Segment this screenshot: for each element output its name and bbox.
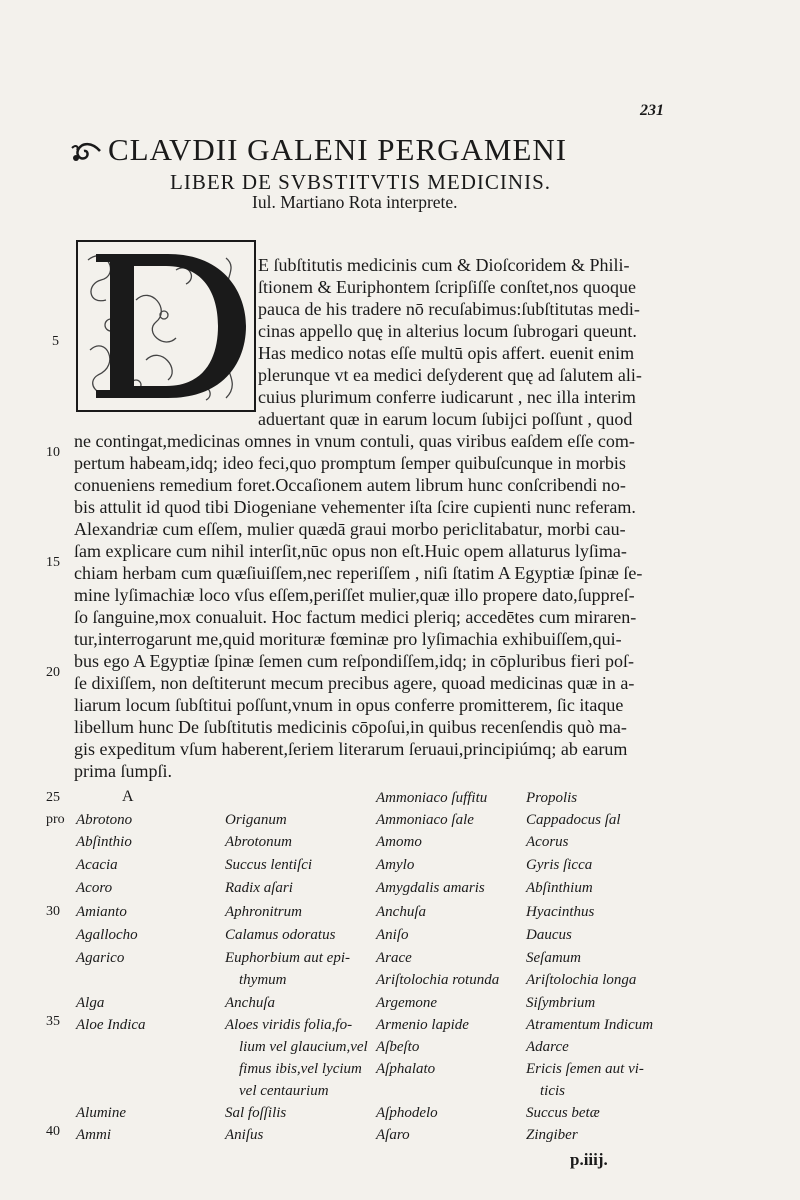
- margin-line-number: 15: [46, 555, 60, 570]
- table-cell: Adarce: [526, 1039, 569, 1055]
- table-cell: Ariſtolochia longa: [526, 972, 637, 988]
- body-line: cuius plurimum conferre iudicarunt , nec illa interim: [258, 387, 636, 407]
- margin-line-number: 5: [52, 334, 59, 349]
- table-cell: Sal foſſilis: [225, 1105, 287, 1121]
- margin-line-number: 10: [46, 445, 60, 460]
- body-line: tur,interrogarunt me,quid morituræ fœminæ pro lyſimachia exhibuiſſem,qui-: [74, 629, 622, 649]
- body-line: aduertant quæ in earum locum ſubijci poſſunt , quod: [258, 409, 633, 429]
- margin-line-number: 20: [46, 665, 60, 680]
- table-cell: Acoro: [76, 880, 113, 896]
- body-line: Alexandriæ cum eſſem, mulier quædā graui morbo periclitabatur, morbi cau-: [74, 519, 626, 539]
- table-cell: Ariſtolochia rotunda: [376, 972, 500, 988]
- table-cell: Siſymbrium: [526, 995, 596, 1011]
- margin-line-number: 40: [46, 1124, 60, 1139]
- table-cell: Aniſo: [376, 927, 409, 943]
- table-cell: Armenio lapide: [376, 1017, 469, 1033]
- signature-mark: p.iiij.: [570, 1150, 608, 1169]
- table-cell: Abrotono: [76, 812, 133, 828]
- table-cell: Amomo: [376, 834, 422, 850]
- table-cell: Amygdalis amaris: [376, 880, 485, 896]
- fleuron-icon: [70, 138, 104, 164]
- table-cell: Radix aſari: [225, 880, 293, 896]
- table-cell: Anchuſa: [376, 904, 426, 920]
- table-section-letter: A: [122, 788, 134, 805]
- decorated-initial-d: [76, 240, 256, 412]
- body-line: prima ſumpſi.: [74, 761, 172, 781]
- table-cell: Aloes viridis folia,fo-: [225, 1017, 353, 1033]
- table-cell: Abſinthium: [526, 880, 593, 896]
- table-cell: Euphorbium aut epi-: [225, 950, 350, 966]
- table-cell: Cappadocus ſal: [526, 812, 621, 828]
- table-cell: Alumine: [76, 1105, 126, 1121]
- table-cell: Aſbeſto: [376, 1039, 420, 1055]
- table-cell: thymum: [239, 972, 287, 988]
- margin-line-number: 30: [46, 904, 60, 919]
- body-line: libellum hunc De ſubſtitutis medicinis cōpoſui,in quibus recenſendis quò ma-: [74, 717, 627, 737]
- table-cell: Zingiber: [526, 1127, 578, 1143]
- table-cell: fimus ibis,vel lycium: [239, 1061, 362, 1077]
- table-cell: Aphronitrum: [225, 904, 302, 920]
- table-cell: Aſaro: [376, 1127, 410, 1143]
- body-line: pauca de his tradere nō recuſabimus:ſubſtitutas medi-: [258, 299, 640, 319]
- body-line: bis attulit id quod tibi Diogeniane vehementer iſta ſcire cupienti nunc referam.: [74, 497, 636, 517]
- page-number: 231: [640, 102, 664, 119]
- table-cell: Propolis: [526, 790, 578, 806]
- body-line: conueniens remedium foret.Occaſionem autem librum hunc conſcribendi no-: [74, 475, 626, 495]
- pro-label: pro: [46, 812, 65, 827]
- table-cell: Arace: [376, 950, 412, 966]
- body-line: gis expeditum vſum haberent,ſeriem literarum ſeruaui,principiúmq; ab earum: [74, 739, 628, 759]
- table-cell: Amylo: [376, 857, 415, 873]
- table-cell: Abrotonum: [225, 834, 292, 850]
- table-cell: Argemone: [376, 995, 438, 1011]
- body-line: cinas appello quę in alterius locum ſubrogari queunt.: [258, 321, 637, 341]
- body-line: mine lyſimachiæ loco vſus eſſem,periſſet mulier,quæ illo propere dato,ſuppreſ-: [74, 585, 635, 605]
- table-cell: Succus lentiſci: [225, 857, 313, 873]
- margin-line-number: 35: [46, 1014, 60, 1029]
- title-line-3: Iul. Martiano Rota interprete.: [252, 192, 458, 212]
- table-cell: Gyris ſicca: [526, 857, 593, 873]
- body-line: chiam herbam cum quæſiuiſſem,nec reperiſſem , niſi ſtatim A Egyptiæ ſpinæ ſe-: [74, 563, 643, 583]
- body-line: ſam explicare cum nihil interſit,nūc opus non eſt.Huic opem allaturus lyſima-: [74, 541, 627, 561]
- table-cell: Amianto: [76, 904, 127, 920]
- table-cell: Aloe Indica: [76, 1017, 146, 1033]
- table-cell: Aſphodelo: [376, 1105, 438, 1121]
- table-cell: vel centaurium: [239, 1083, 329, 1099]
- body-line: ne contingat,medicinas omnes in vnum contuli, quas viribus eaſdem eſſe com-: [74, 431, 635, 451]
- body-line: ſo ſanguine,mox conualuit. Hoc factum medici pleriq; accedētes cum miraren-: [74, 607, 637, 627]
- table-cell: Anchuſa: [225, 995, 275, 1011]
- table-cell: ticis: [540, 1083, 565, 1099]
- table-cell: Ammoniaco ſuffitu: [376, 790, 488, 806]
- body-line: bus ego A Egyptiæ ſpinæ ſemen cum reſpondiſſem,idq; in cōpluribus fieri poſ-: [74, 651, 634, 671]
- table-cell: Ammi: [76, 1127, 111, 1143]
- table-cell: Succus betæ: [526, 1105, 600, 1121]
- table-cell: Ammoniaco ſale: [376, 812, 474, 828]
- table-cell: Aniſus: [225, 1127, 264, 1143]
- table-cell: Calamus odoratus: [225, 927, 336, 943]
- body-line: liarum locum ſubſtitui poſſunt,vnum in opus conferre promitterem, ſic itaque: [74, 695, 624, 715]
- table-cell: Aſphalato: [376, 1061, 436, 1077]
- body-line: ſtionem & Euriphontem ſcripſiſſe conſtet,nos quoque: [258, 277, 636, 297]
- table-cell: Ericis ſemen aut vi-: [526, 1061, 644, 1077]
- table-cell: Seſamum: [526, 950, 581, 966]
- table-cell: Hyacinthus: [526, 904, 595, 920]
- table-cell: Daucus: [526, 927, 572, 943]
- body-line: E ſubſtitutis medicinis cum & Dioſcoridem & Phili-: [258, 255, 630, 275]
- table-cell: Abſinthio: [76, 834, 132, 850]
- title-line-2: LIBER DE SVBSTITVTIS MEDICINIS.: [170, 170, 551, 194]
- table-cell: Agarico: [76, 950, 125, 966]
- body-line: Has medico notas eſſe multū opis affert. euenit enim: [258, 343, 635, 363]
- body-line: ſe dixiſſem, non deſtiterunt mecum precibus agere, quoad medicinas quæ in a-: [74, 673, 635, 693]
- table-cell: Agallocho: [76, 927, 138, 943]
- title-line-1: CLAVDII GALENI PERGAMENI: [108, 132, 568, 167]
- table-cell: Origanum: [225, 812, 287, 828]
- body-line: plerunque vt ea medici deſyderent quę ad ſalutem ali-: [258, 365, 642, 385]
- margin-line-number: 25: [46, 790, 60, 805]
- table-cell: Acacia: [76, 857, 118, 873]
- table-cell: Alga: [76, 995, 105, 1011]
- table-cell: Atramentum Indicum: [526, 1017, 654, 1033]
- body-line: pertum habeam,idq; ideo feci,quo promptum ſemper quibuſcunque in morbis: [74, 453, 626, 473]
- table-cell: lium vel glaucium,vel: [239, 1039, 368, 1055]
- table-cell: Acorus: [526, 834, 569, 850]
